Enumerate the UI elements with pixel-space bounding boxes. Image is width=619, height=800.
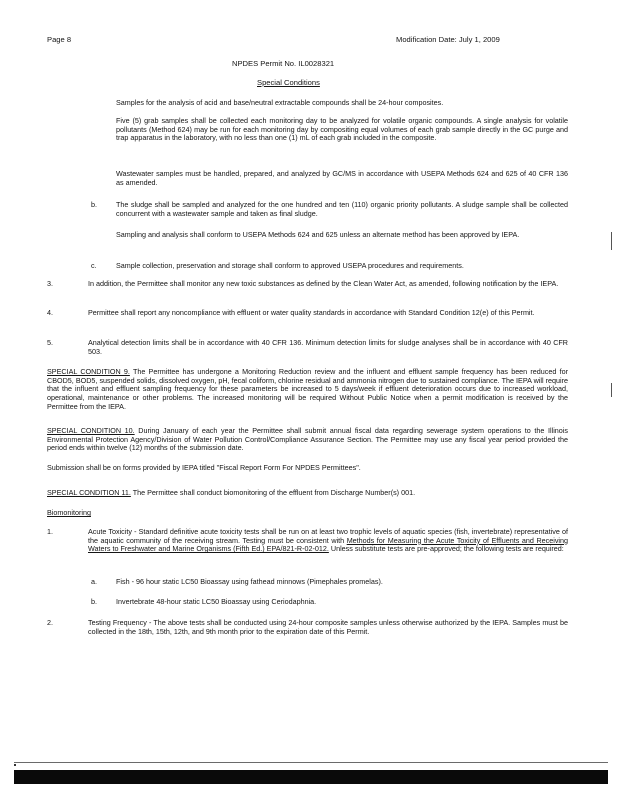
bio-item-2-paragraph: Testing Frequency - The above tests shall be conducted using 24-hour composite samples unless otherwise authorized by the IEPA. Samples must be collected in the 18th, 15th, 12th, and 9th month prior to the expiration date of this Permit. xyxy=(88,618,568,636)
acute-toxicity-text: Acute Toxicity - Standard definitive acute toxicity tests shall be run on at least two trophic levels of aquatic species (fish, invertebrate) representative of the aquatic community of the receiving stream. Testing must be consistent with xyxy=(88,527,568,545)
fish-bioassay: Fish - 96 hour static LC50 Bioassay using fathead minnows (Pimephales promelas). xyxy=(116,577,383,586)
scan-speck xyxy=(14,764,16,766)
permit-number: NPDES Permit No. IL0028321 xyxy=(232,59,335,68)
scan-bottom-bar xyxy=(14,770,608,784)
special-condition-9 xyxy=(47,368,568,412)
item-b-label: b. xyxy=(91,200,97,209)
required-tests-text: Unless substitute tests are pre-approved; the following tests are required: xyxy=(330,544,564,554)
collection-paragraph: Sample collection, preservation and storage shall conform to approved USEPA procedures and requirements. xyxy=(116,261,464,270)
item-5-label: 5. xyxy=(47,338,53,347)
sludge-paragraph: The sludge shall be sampled and analyzed for the one hundred and ten (110) organic priority pollutants. A sludge sample shall be collected concurrent with a wastewater sample and taken as final sludge. xyxy=(116,200,568,218)
item-4-paragraph: Permittee shall report any noncompliance with effluent or water quality standards in accordance with Standard Condition 12(e) of this Permit. xyxy=(88,308,535,317)
special-condition-9-text: The Permittee has undergone a Monitoring Reduction review and the influent and effluent sample frequency has been reduced for CBOD5, BOD5, suspended solids, dissolved oxygen, pH, fecal coliform, chlorine residual and ammonia nitrogen due to sustained compliance. The IEPA will require that the influent and effluent sampling frequency for these parameters be increased to 5 days/week if effluent deterioration occurs due to increased workload, operational, maintenance or other problems. The increased monitoring will be required Without Public Notice when a permit modification is received by the Permittee from the IEPA. xyxy=(47,367,568,411)
acid-base-paragraph: Samples for the analysis of acid and base/neutral extractable compounds shall be 24-hour composites. xyxy=(116,98,444,107)
special-condition-11 xyxy=(47,489,568,498)
special-condition-11-label: SPECIAL CONDITION 11. xyxy=(47,488,131,497)
sampling-paragraph: Sampling and analysis shall conform to USEPA Methods 624 and 625 unless an alternate method has been approved by IEPA. xyxy=(116,230,520,239)
scan-mark xyxy=(611,232,612,250)
invertebrate-bioassay: Invertebrate 48-hour static LC50 Bioassay using Ceriodaphnia. xyxy=(116,597,317,606)
biomonitoring-heading: Biomonitoring xyxy=(47,508,91,517)
item-4-label: 4. xyxy=(47,308,53,317)
item-c-label: c. xyxy=(91,261,97,270)
special-condition-10-text: During January of each year the Permittee shall submit annual fiscal data regarding sewerage system operations to the Illinois Environmental Protection Agency/Division of Water Pollution Control/Compliance Assurance Section. The Permittee may use any fiscal year period provided the period ends within twelve (12) months of the submission date. xyxy=(47,426,568,453)
item-3-paragraph: In addition, the Permittee shall monitor any new toxic substances as defined by the Clean Water Act, as amended, following notification by the IEPA. xyxy=(88,279,559,288)
item-3-label: 3. xyxy=(47,279,53,288)
epa-method-reference: Methods for Measuring the Acute Toxicity of Effluents and Receiving Waters to Freshwater and Marine Organisms (Fifth Ed.) EPA/821-R-02-012. xyxy=(88,535,569,554)
page-number: Page 8 xyxy=(47,35,72,44)
section-title: Special Conditions xyxy=(257,78,320,87)
special-condition-9-label: SPECIAL CONDITION 9. xyxy=(47,367,130,376)
bio-item-1-label: 1. xyxy=(47,527,53,536)
scan-mark xyxy=(611,383,612,397)
bio-item-2-label: 2. xyxy=(47,618,53,627)
bio-item-1-paragraph xyxy=(88,528,568,554)
special-condition-10 xyxy=(47,427,568,453)
wastewater-paragraph: Wastewater samples must be handled, prepared, and analyzed by GC/MS in accordance with USEPA Methods 624 and 625 of 40 CFR 136 as amended. xyxy=(116,169,568,187)
bio-item-b-label: b. xyxy=(91,597,97,606)
grab-samples-paragraph: Five (5) grab samples shall be collected each monitoring day to be analyzed for volatile organic compounds. A single analysis for volatile pollutants (Method 624) may be run for each monitoring day by compositing equal volumes of each grab sample directly in the GC purge and trap apparatus in the laboratory, with no less than one (1) mL of each grab included in the composite. xyxy=(116,116,568,143)
submission-paragraph: Submission shall be on forms provided by IEPA titled "Fiscal Report Form For NPDES Permittees". xyxy=(47,463,361,472)
scan-edge-line xyxy=(14,762,608,763)
bio-item-a-label: a. xyxy=(91,577,97,586)
item-5-paragraph: Analytical detection limits shall be in accordance with 40 CFR 136. Minimum detection limits for sludge analyses shall be in accordance with 40 CFR 503. xyxy=(88,338,568,356)
special-condition-10-label: SPECIAL CONDITION 10. xyxy=(47,426,135,435)
special-condition-11-text: The Permittee shall conduct biomonitoring of the effluent from Discharge Number(s) 001. xyxy=(132,488,416,497)
modification-date: Modification Date: July 1, 2009 xyxy=(396,35,500,44)
